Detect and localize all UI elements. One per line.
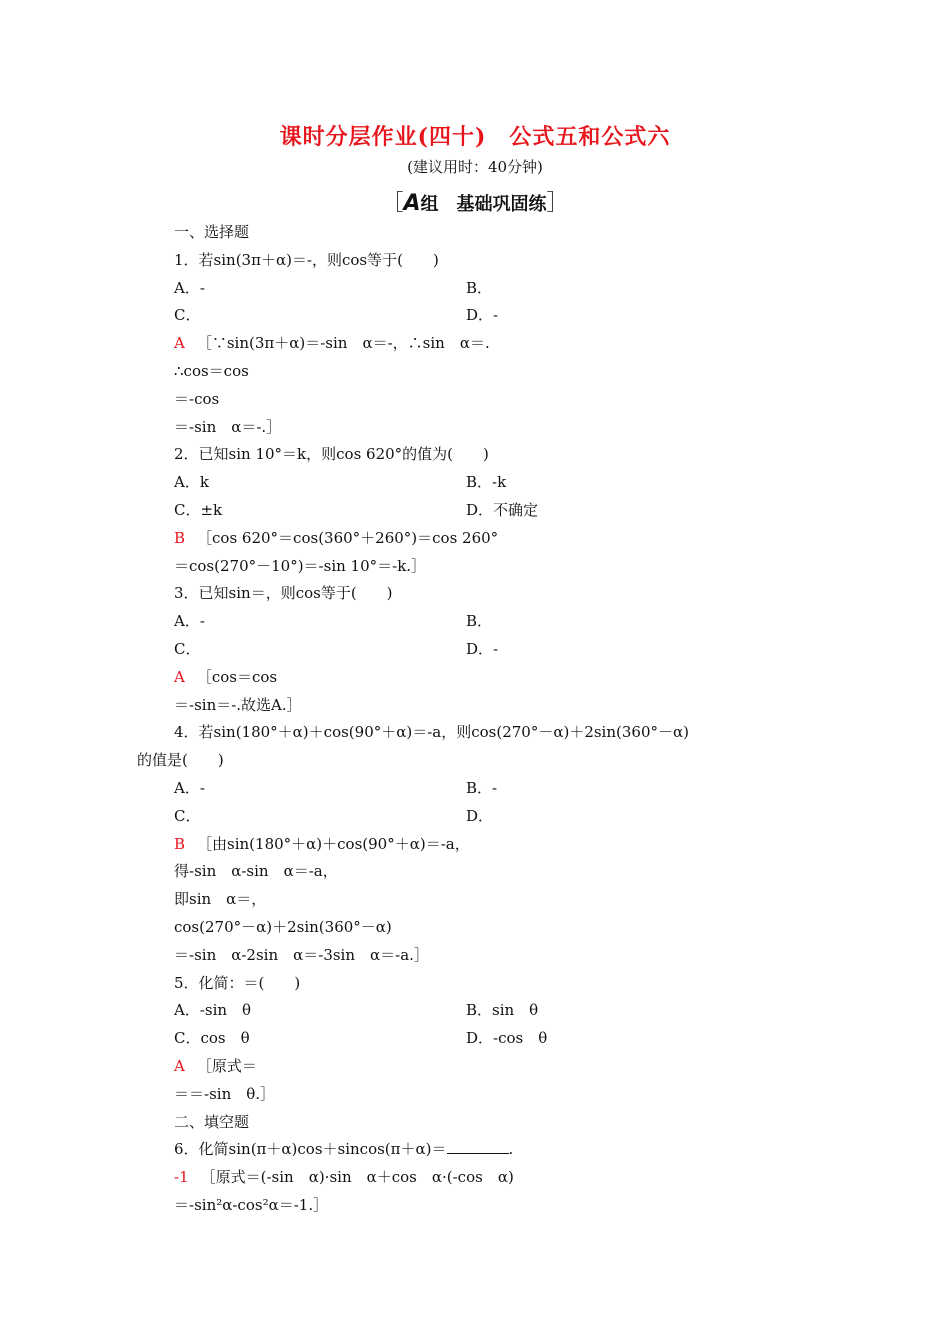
answer-line <box>174 1167 514 1187</box>
text-line: 5．化简：＝( ) <box>174 974 301 992</box>
option-right: D．- <box>466 640 499 658</box>
group-letter: A <box>403 191 421 216</box>
text-line: cos(270°－α)＋2sin(360°－α) <box>174 918 392 936</box>
text-line: ＝-cos <box>174 390 220 408</box>
text-line: ∴cos＝cos <box>174 362 249 380</box>
option-left: A．k <box>174 473 209 491</box>
text-line: 2．已知sin 10°＝k，则cos 620°的值为( ) <box>174 445 489 463</box>
option-right: D．- <box>466 306 499 324</box>
text-line: ＝cos(270°－10°)＝-sin 10°＝-k.］ <box>174 557 427 575</box>
answer-key: B <box>174 529 186 547</box>
text-line: 1．若sin(3π＋α)＝-，则cos等于( ) <box>174 251 439 269</box>
answer-line <box>174 1056 257 1076</box>
answer-line <box>174 834 470 854</box>
option-right: B． <box>466 612 493 630</box>
text-line: ＝-sin α-2sin α＝-3sin α＝-a.］ <box>174 946 429 964</box>
answer-key: A <box>174 668 185 686</box>
option-right: D． <box>466 807 494 825</box>
answer-line <box>174 528 498 548</box>
option-right: B． <box>466 279 493 297</box>
answer-explanation: ［cos＝cos <box>196 668 278 686</box>
option-right: B．- <box>466 779 498 797</box>
fill-blank-question <box>174 1139 513 1159</box>
text-line: 一、选择题 <box>174 223 250 241</box>
group-bracket-open: ［ <box>381 191 404 216</box>
option-left: A．- <box>174 779 205 797</box>
answer-explanation: ［由sin(180°＋α)＋cos(90°＋α)＝-a， <box>197 835 470 853</box>
answer-key: A <box>174 1057 185 1075</box>
option-left: A．- <box>174 279 205 297</box>
answer-explanation: ［cos 620°＝cos(360°＋260°)＝cos 260° <box>197 529 499 547</box>
text-line: 的值是( ) <box>137 751 224 769</box>
answer-explanation: ［原式＝(-sin α)·sin α＋cos α·(-cos α) <box>200 1168 514 1186</box>
answer-key: B <box>174 835 186 853</box>
answer-key: A <box>174 334 185 352</box>
option-left: A．- <box>174 612 205 630</box>
text-line: ＝-sin²α-cos²α＝-1.］ <box>174 1196 329 1214</box>
answer-line <box>174 333 490 353</box>
text-line: ＝＝-sin θ.］ <box>174 1085 276 1103</box>
group-heading <box>0 186 950 217</box>
option-left: A．-sin θ <box>174 1001 252 1019</box>
option-left: C． <box>174 807 201 825</box>
option-left: C． <box>174 306 201 324</box>
question-end: . <box>508 1140 514 1158</box>
text-line: 得-sin α-sin α＝-a， <box>174 862 338 880</box>
option-right: B．sin θ <box>466 1001 539 1019</box>
text-line: 3．已知sin＝，则cos等于( ) <box>174 584 393 602</box>
option-left: C．±k <box>174 501 223 519</box>
answer-line <box>174 667 277 687</box>
answer-explanation: ［∵sin(3π＋α)＝-sin α＝-，∴sin α＝. <box>196 334 490 352</box>
text-line: ＝-sin α＝-.］ <box>174 418 282 436</box>
answer-key: -1 <box>174 1168 189 1186</box>
option-right: D．-cos θ <box>466 1029 548 1047</box>
suggested-time: (建议用时：40分钟) <box>407 158 543 176</box>
option-left: C． <box>174 640 201 658</box>
text-line: 即sin α＝， <box>174 890 267 908</box>
text-line: 4．若sin(180°＋α)＋cos(90°＋α)＝-a，则cos(270°－α)＋2sin(360°－α) <box>174 723 689 741</box>
answer-blank <box>447 1139 509 1154</box>
group-bracket-close: ］ <box>546 191 569 216</box>
text-line: 二、填空题 <box>174 1113 250 1131</box>
group-text: 组 基础巩固练 <box>420 194 547 215</box>
question-text: 6．化简sin(π＋α)cos＋sincos(π＋α)＝ <box>174 1140 447 1158</box>
option-left: C．cos θ <box>174 1029 250 1047</box>
text-line: ＝-sin＝-.故选A.］ <box>174 696 302 714</box>
answer-explanation: ［原式＝ <box>196 1057 257 1075</box>
page-title: 课时分层作业(四十) 公式五和公式六 <box>279 124 671 150</box>
option-right: B．-k <box>466 473 507 491</box>
option-right: D．不确定 <box>466 501 539 519</box>
